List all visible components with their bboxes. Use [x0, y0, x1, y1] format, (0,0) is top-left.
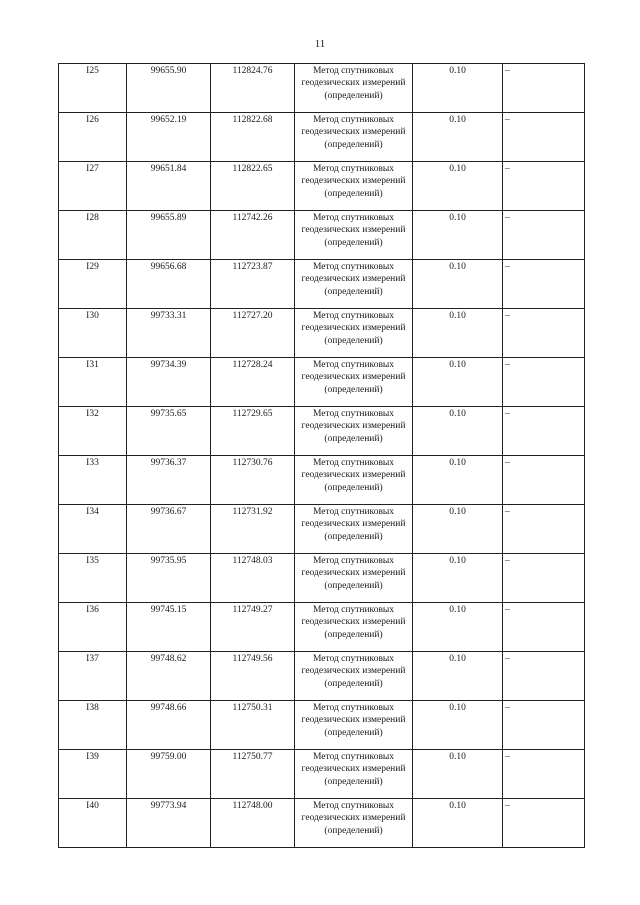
method-cell: Метод спутниковых геодезических измерений (определений) [295, 64, 413, 113]
method-cell: Метод спутниковых геодезических измерений (определений) [295, 309, 413, 358]
x-coordinate-cell: 99655.89 [127, 211, 211, 260]
table-row [59, 505, 585, 554]
table-row [59, 652, 585, 701]
point-id-cell: I31 [59, 358, 127, 407]
table-row [59, 113, 585, 162]
y-coordinate-cell: 112730.76 [211, 456, 295, 505]
point-id-cell: I26 [59, 113, 127, 162]
note-cell: – [503, 652, 585, 701]
x-coordinate-cell: 99652.19 [127, 113, 211, 162]
method-cell: Метод спутниковых геодезических измерений (определений) [295, 603, 413, 652]
point-id-cell: I38 [59, 701, 127, 750]
note-cell: – [503, 701, 585, 750]
accuracy-cell: 0.10 [413, 407, 503, 456]
table-row [59, 358, 585, 407]
x-coordinate-cell: 99748.66 [127, 701, 211, 750]
accuracy-cell: 0.10 [413, 603, 503, 652]
x-coordinate-cell: 99735.65 [127, 407, 211, 456]
y-coordinate-cell: 112723.87 [211, 260, 295, 309]
method-cell: Метод спутниковых геодезических измерений (определений) [295, 750, 413, 799]
point-id-cell: I40 [59, 799, 127, 848]
point-id-cell: I36 [59, 603, 127, 652]
y-coordinate-cell: 112749.56 [211, 652, 295, 701]
note-cell: – [503, 407, 585, 456]
accuracy-cell: 0.10 [413, 162, 503, 211]
point-id-cell: I33 [59, 456, 127, 505]
table-row [59, 64, 585, 113]
method-cell: Метод спутниковых геодезических измерений (определений) [295, 407, 413, 456]
accuracy-cell: 0.10 [413, 64, 503, 113]
x-coordinate-cell: 99745.15 [127, 603, 211, 652]
method-cell: Метод спутниковых геодезических измерений (определений) [295, 162, 413, 211]
y-coordinate-cell: 112731.92 [211, 505, 295, 554]
x-coordinate-cell: 99735.95 [127, 554, 211, 603]
note-cell: – [503, 603, 585, 652]
accuracy-cell: 0.10 [413, 652, 503, 701]
note-cell: – [503, 554, 585, 603]
table-row [59, 260, 585, 309]
accuracy-cell: 0.10 [413, 701, 503, 750]
point-id-cell: I35 [59, 554, 127, 603]
x-coordinate-cell: 99736.37 [127, 456, 211, 505]
note-cell: – [503, 456, 585, 505]
y-coordinate-cell: 112742.26 [211, 211, 295, 260]
note-cell: – [503, 211, 585, 260]
method-cell: Метод спутниковых геодезических измерений (определений) [295, 554, 413, 603]
x-coordinate-cell: 99773.94 [127, 799, 211, 848]
x-coordinate-cell: 99734.39 [127, 358, 211, 407]
accuracy-cell: 0.10 [413, 358, 503, 407]
accuracy-cell: 0.10 [413, 554, 503, 603]
point-id-cell: I27 [59, 162, 127, 211]
table-row [59, 211, 585, 260]
accuracy-cell: 0.10 [413, 456, 503, 505]
y-coordinate-cell: 112748.03 [211, 554, 295, 603]
table-row [59, 701, 585, 750]
x-coordinate-cell: 99656.68 [127, 260, 211, 309]
note-cell: – [503, 64, 585, 113]
table-row [59, 750, 585, 799]
note-cell: – [503, 750, 585, 799]
y-coordinate-cell: 112728.24 [211, 358, 295, 407]
method-cell: Метод спутниковых геодезических измерений (определений) [295, 505, 413, 554]
method-cell: Метод спутниковых геодезических измерений (определений) [295, 358, 413, 407]
accuracy-cell: 0.10 [413, 505, 503, 554]
point-id-cell: I34 [59, 505, 127, 554]
point-id-cell: I32 [59, 407, 127, 456]
point-id-cell: I30 [59, 309, 127, 358]
y-coordinate-cell: 112824.76 [211, 64, 295, 113]
method-cell: Метод спутниковых геодезических измерений (определений) [295, 701, 413, 750]
table-row [59, 799, 585, 848]
y-coordinate-cell: 112727.20 [211, 309, 295, 358]
note-cell: – [503, 162, 585, 211]
x-coordinate-cell: 99651.84 [127, 162, 211, 211]
x-coordinate-cell: 99736.67 [127, 505, 211, 554]
page-number: 11 [314, 38, 326, 50]
note-cell: – [503, 505, 585, 554]
method-cell: Метод спутниковых геодезических измерений (определений) [295, 456, 413, 505]
accuracy-cell: 0.10 [413, 799, 503, 848]
y-coordinate-cell: 112748.00 [211, 799, 295, 848]
table-row [59, 456, 585, 505]
note-cell: – [503, 799, 585, 848]
x-coordinate-cell: 99733.31 [127, 309, 211, 358]
note-cell: – [503, 260, 585, 309]
x-coordinate-cell: 99655.90 [127, 64, 211, 113]
method-cell: Метод спутниковых геодезических измерений (определений) [295, 113, 413, 162]
point-id-cell: I37 [59, 652, 127, 701]
y-coordinate-cell: 112729.65 [211, 407, 295, 456]
method-cell: Метод спутниковых геодезических измерений (определений) [295, 652, 413, 701]
table-row [59, 309, 585, 358]
accuracy-cell: 0.10 [413, 309, 503, 358]
point-id-cell: I39 [59, 750, 127, 799]
table-row [59, 554, 585, 603]
y-coordinate-cell: 112749.27 [211, 603, 295, 652]
table-row [59, 603, 585, 652]
y-coordinate-cell: 112822.68 [211, 113, 295, 162]
y-coordinate-cell: 112750.31 [211, 701, 295, 750]
point-id-cell: I28 [59, 211, 127, 260]
x-coordinate-cell: 99759.00 [127, 750, 211, 799]
accuracy-cell: 0.10 [413, 211, 503, 260]
accuracy-cell: 0.10 [413, 260, 503, 309]
y-coordinate-cell: 112822.65 [211, 162, 295, 211]
x-coordinate-cell: 99748.62 [127, 652, 211, 701]
accuracy-cell: 0.10 [413, 750, 503, 799]
note-cell: – [503, 113, 585, 162]
method-cell: Метод спутниковых геодезических измерений (определений) [295, 260, 413, 309]
y-coordinate-cell: 112750.77 [211, 750, 295, 799]
note-cell: – [503, 358, 585, 407]
coordinates-table [58, 63, 585, 848]
point-id-cell: I25 [59, 64, 127, 113]
accuracy-cell: 0.10 [413, 113, 503, 162]
method-cell: Метод спутниковых геодезических измерений (определений) [295, 211, 413, 260]
point-id-cell: I29 [59, 260, 127, 309]
table-row [59, 162, 585, 211]
table-body [59, 64, 585, 848]
method-cell: Метод спутниковых геодезических измерений (определений) [295, 799, 413, 848]
table-row [59, 407, 585, 456]
note-cell: – [503, 309, 585, 358]
